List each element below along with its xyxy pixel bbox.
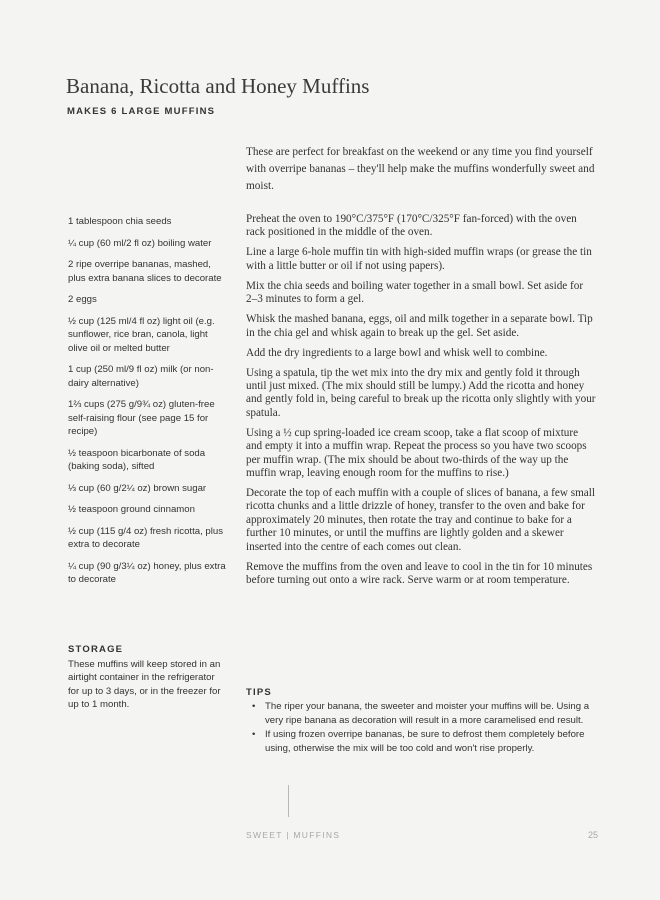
method-step: Line a large 6-hole muffin tin with high-sided muffin wraps (or grease the tin with a little butter or oil if not using papers). [246, 246, 592, 272]
ingredient-item: 1⅔ cups (275 g/9¾ oz) gluten-free self-raising flour (see page 15 for recipe) [68, 399, 215, 437]
bullet-icon: • [252, 701, 256, 712]
storage-text: These muffins will keep stored in an airtight container in the refrigerator for up to 3 days, or in the freezer for up to 1 month. [68, 659, 221, 711]
method-step: Mix the chia seeds and boiling water together in a small bowl. Set aside for 2–3 minutes to form a gel. [246, 279, 584, 306]
method-step: Remove the muffins from the oven and leave to cool in the tin for 10 minutes before turning out onto a wire rack. Serve warm or at room temperature. [246, 560, 593, 587]
ingredient-item: 1 tablespoon chia seeds [68, 216, 172, 227]
ingredient-item: 2 eggs [68, 294, 97, 306]
ingredient-item: ¼ cup (90 g/3¼ oz) honey, plus extra to decorate [68, 560, 226, 586]
footer-section: SWEET | MUFFINS [246, 830, 341, 840]
storage-heading: STORAGE [68, 644, 124, 655]
ingredients-list [68, 215, 230, 595]
ingredient-item: ½ cup (125 ml/4 fl oz) light oil (e.g. sunflower, rice bran, canola, light olive oil or melted butter [68, 315, 215, 354]
method-step: Preheat the oven to 190°C/375°F (170°C/325°F fan-forced) with the oven rack positioned in the middle of the oven. [246, 213, 577, 239]
method-step: Decorate the top of each muffin with a couple of slices of banana, a few small ricotta chunks and a little drizzle of honey, transfer to the oven and bake for approximately 20 minutes, then rotate the tray and continue to bake for a further 10 minutes, or until the muffins are lightly golden and a skewer inserted into the centre of each comes out clean. [246, 487, 595, 553]
method-step: Whisk the mashed banana, eggs, oil and milk together in a separate bowl. Tip in the chia gel and whisk again to break up the gel. Set aside. [246, 313, 593, 339]
tip-item [252, 700, 598, 727]
ingredient-item: ¼ cup (60 ml/2 fl oz) boiling water [68, 237, 212, 249]
tips-heading: TIPS [246, 687, 272, 698]
method-step: Using a ½ cup spring-loaded ice cream scoop, take a flat scoop of mixture and empty it into a muffin wrap. Repeat the process so you have two scoops per muffin wrap. (The mix should be about two-thirds of the way up the muffin wrap, leaving enough room for the muffins to rise.) [246, 426, 587, 480]
ingredient-item: ½ teaspoon ground cinnamon [68, 504, 195, 516]
bullet-icon: • [252, 729, 256, 741]
ingredient-item: ½ teaspoon bicarbonate of soda (baking soda), sifted [68, 447, 206, 472]
tips-list [252, 700, 598, 756]
method-step: Add the dry ingredients to a large bowl and whisk well to combine. [246, 346, 548, 359]
ingredient-item: 1 cup (250 ml/9 fl oz) milk (or non-dairy alternative) [68, 364, 214, 389]
ingredient-item: 2 ripe overripe bananas, mashed, plus extra banana slices to decorate [68, 259, 222, 284]
recipe-title: Banana, Ricotta and Honey Muffins [66, 74, 370, 98]
page-number: 25 [587, 830, 598, 840]
recipe-yield: MAKES 6 LARGE MUFFINS [67, 106, 216, 117]
margin-mark [288, 785, 289, 817]
tip-item [252, 728, 598, 755]
recipe-intro: These are perfect for breakfast on the weekend or any time you find yourself with overripe bananas – they'll help make the muffins wonderfully sweet and moist. [246, 146, 595, 192]
method-step: Using a spatula, tip the wet mix into the dry mix and gently fold it through until just mixed. (The mix should still be lumpy.) Add the ricotta and honey and gently fold in, being careful to break up the ricotta only slightly with your spatula. [246, 366, 596, 419]
tip-text: The riper your banana, the sweeter and moister your muffins will be. Using a very ripe banana as decoration will result in a more caramelised end result. [265, 701, 590, 726]
tip-text: If using frozen overripe bananas, be sure to defrost them completely before using, otherwise the mix will be too cold and won't rise properly. [265, 729, 585, 754]
ingredient-item: ⅓ cup (60 g/2¼ oz) brown sugar [68, 482, 207, 494]
ingredient-item: ½ cup (115 g/4 oz) fresh ricotta, plus extra to decorate [68, 525, 223, 551]
method-steps [246, 213, 596, 594]
